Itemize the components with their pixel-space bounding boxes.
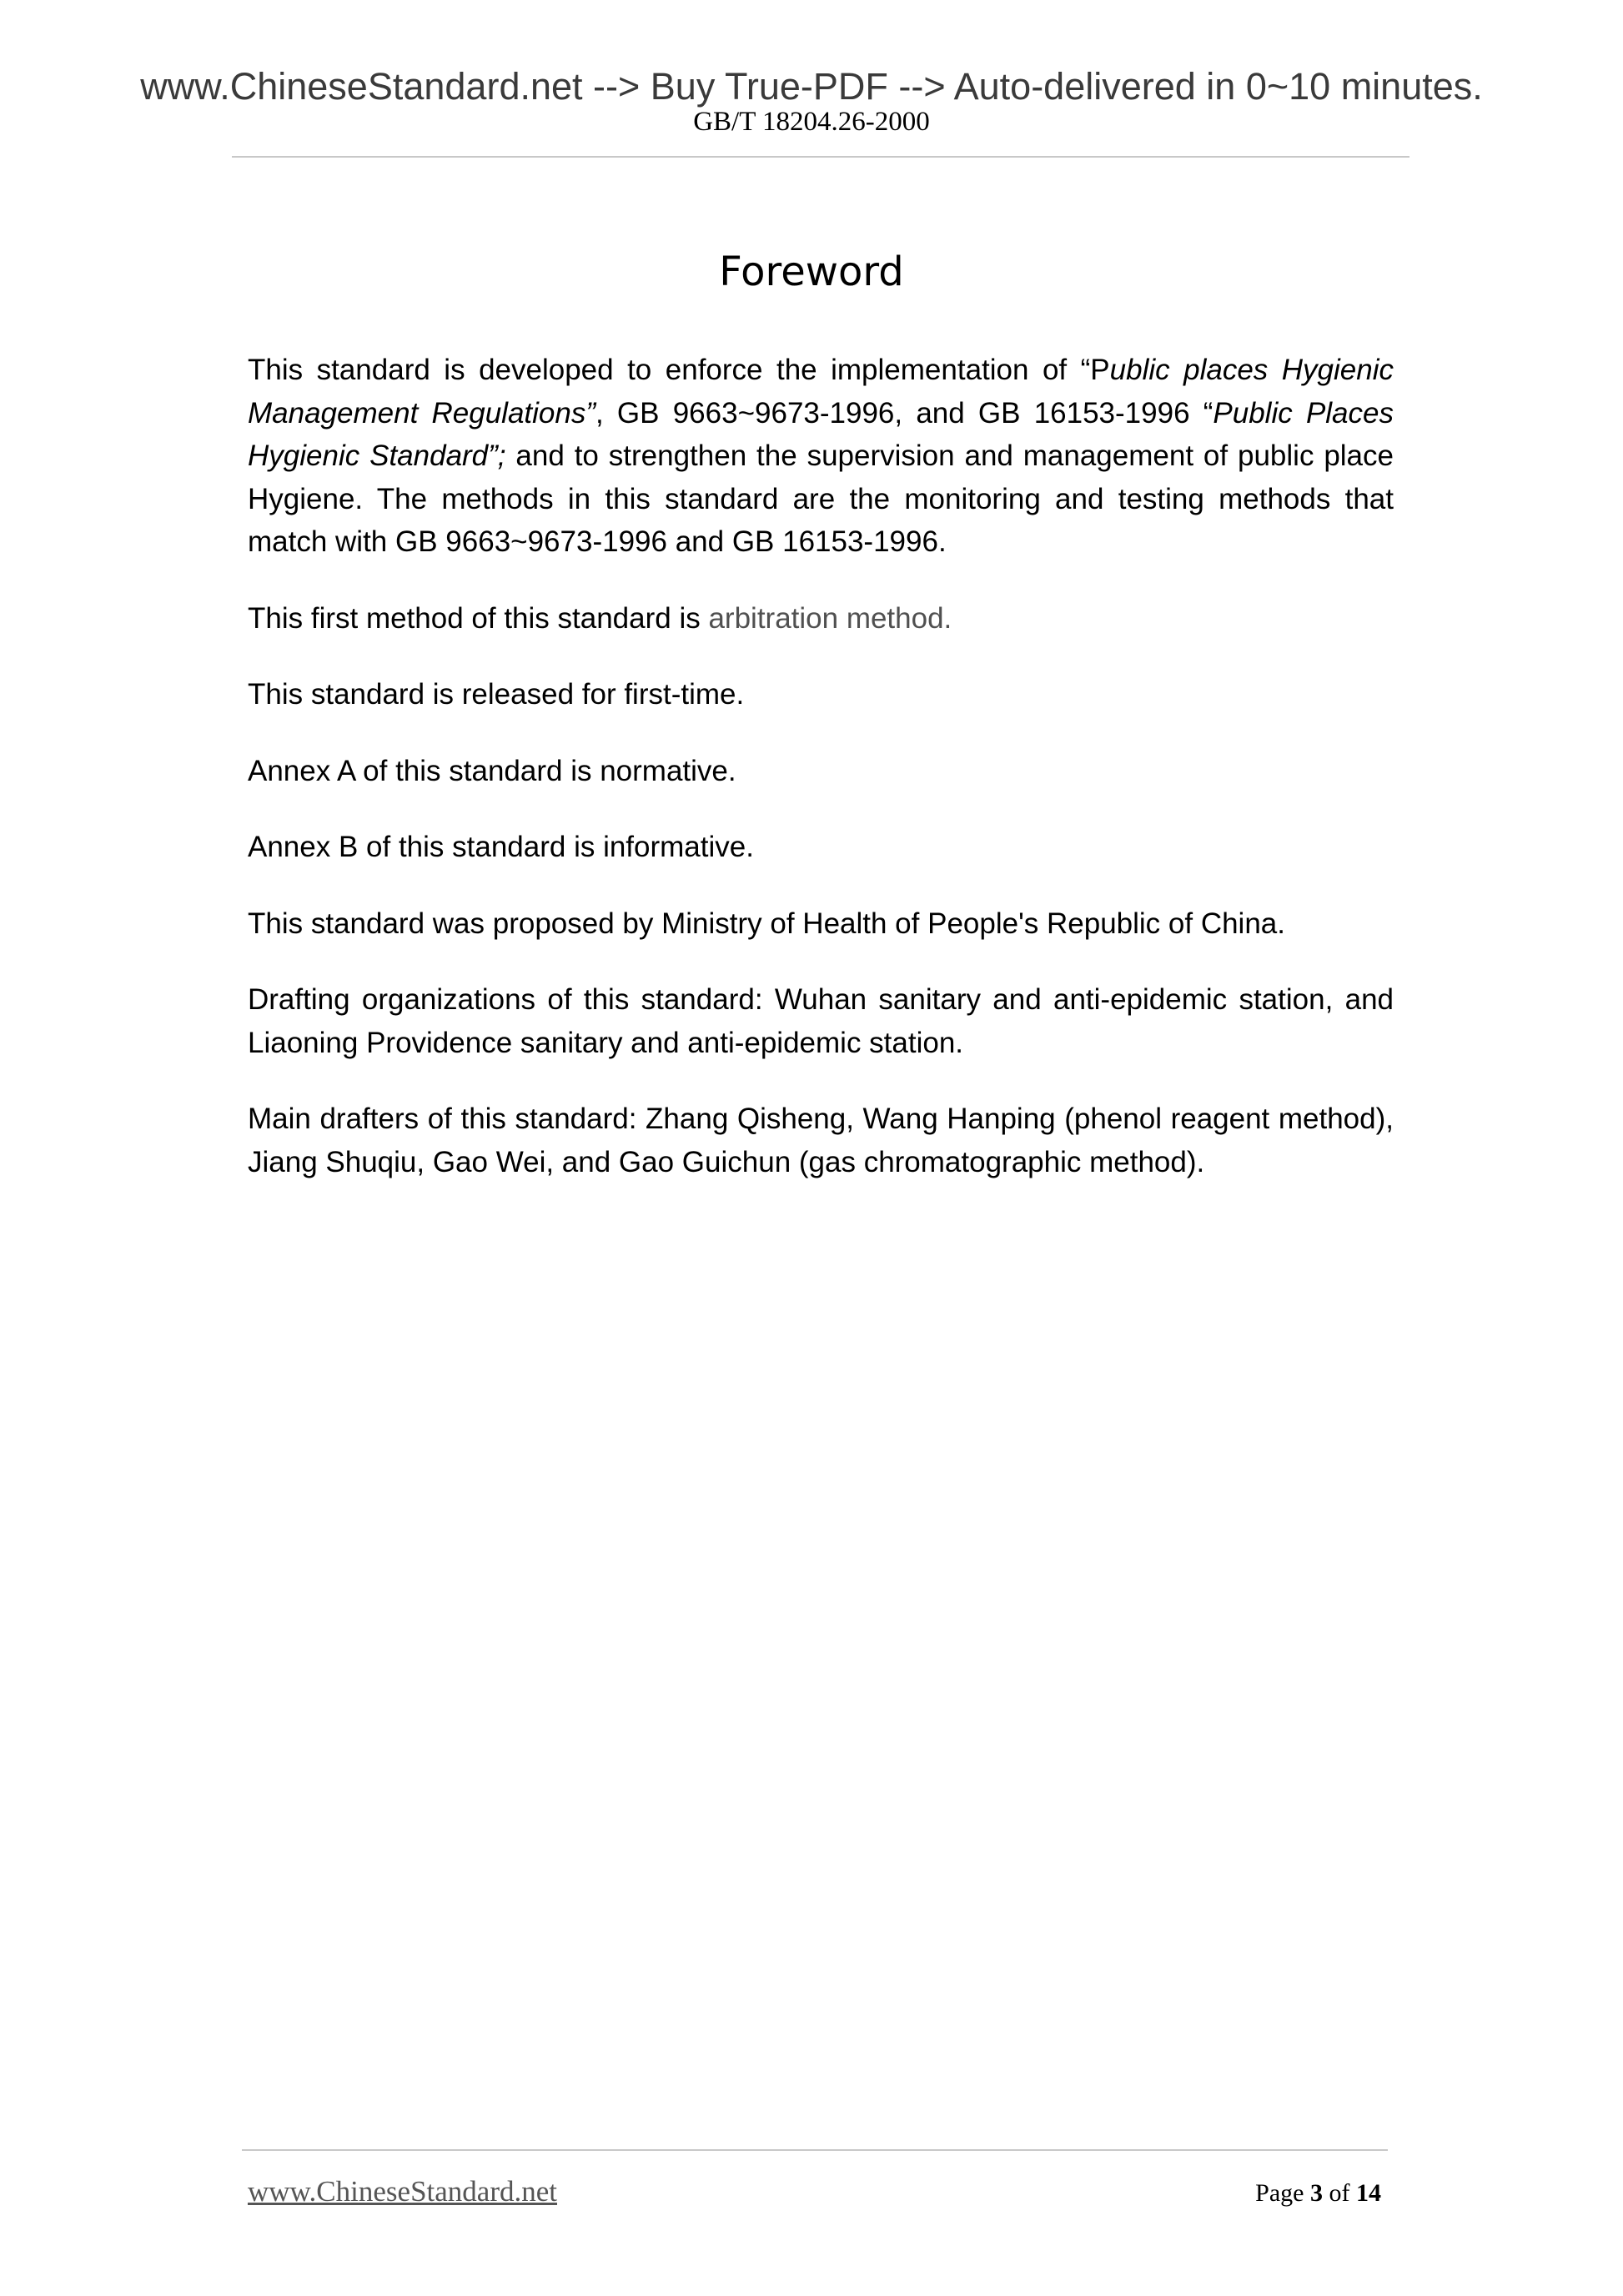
page-label: Page xyxy=(1255,2179,1304,2207)
page-total: 14 xyxy=(1356,2179,1381,2207)
paragraph-text: , GB 9663~9673-1996, and GB 16153-1996 “ xyxy=(595,396,1213,430)
paragraph-main-drafters: Main drafters of this standard: Zhang Qisheng, Wang Hanping (phenol reagent method), Jiang Shuqiu, Gao Wei, and Gao Guichun (gas chromatographic method). xyxy=(248,1103,1394,1178)
page-of: of xyxy=(1329,2179,1350,2207)
header-divider xyxy=(232,156,1409,158)
paragraph-text: This standard is developed to enforce the implementation of “P xyxy=(248,354,1110,386)
paragraph-release: This standard is released for first-time. xyxy=(248,678,745,711)
paragraph-proposer: This standard was proposed by Ministry of Health of People's Republic of China. xyxy=(248,907,1285,940)
header-banner[interactable]: www.ChineseStandard.net --> Buy True-PDF --> Auto-delivered in 0~10 minutes. xyxy=(140,65,1483,108)
paragraph-arbitration xyxy=(248,597,1394,641)
foreword-body xyxy=(248,349,1394,1217)
paragraph-text: and to strengthen the supervision and management of public place Hygiene. The methods in this standard are the monitoring and testing methods that match with GB 9663~9673-1996 and GB 16153-1996. xyxy=(248,440,1394,558)
paragraph-annex-a: Annex A of this standard is normative. xyxy=(248,754,736,787)
standard-title: Public Places Hygienic Standard”; xyxy=(248,396,1394,472)
arbitration-method-text: arbitration method. xyxy=(708,601,952,635)
page-number xyxy=(1255,2177,1381,2210)
regulation-title: ublic places Hygienic Management Regulations” xyxy=(248,354,1394,430)
footer-website-link[interactable]: www.ChineseStandard.net xyxy=(248,2175,557,2208)
document-code: GB/T 18204.26-2000 xyxy=(693,107,930,137)
page-title: Foreword xyxy=(719,249,904,295)
paragraph-annex-b: Annex B of this standard is informative. xyxy=(248,831,754,863)
footer-divider xyxy=(242,2149,1388,2151)
paragraph-text: This first method of this standard is xyxy=(248,601,709,635)
paragraph-purpose xyxy=(248,349,1394,564)
paragraph-drafting-organizations: Drafting organizations of this standard: Wuhan sanitary and anti-epidemic station, and Liaoning Providence sanitary and anti-epidemic station. xyxy=(248,983,1394,1059)
page-current: 3 xyxy=(1310,2179,1323,2207)
